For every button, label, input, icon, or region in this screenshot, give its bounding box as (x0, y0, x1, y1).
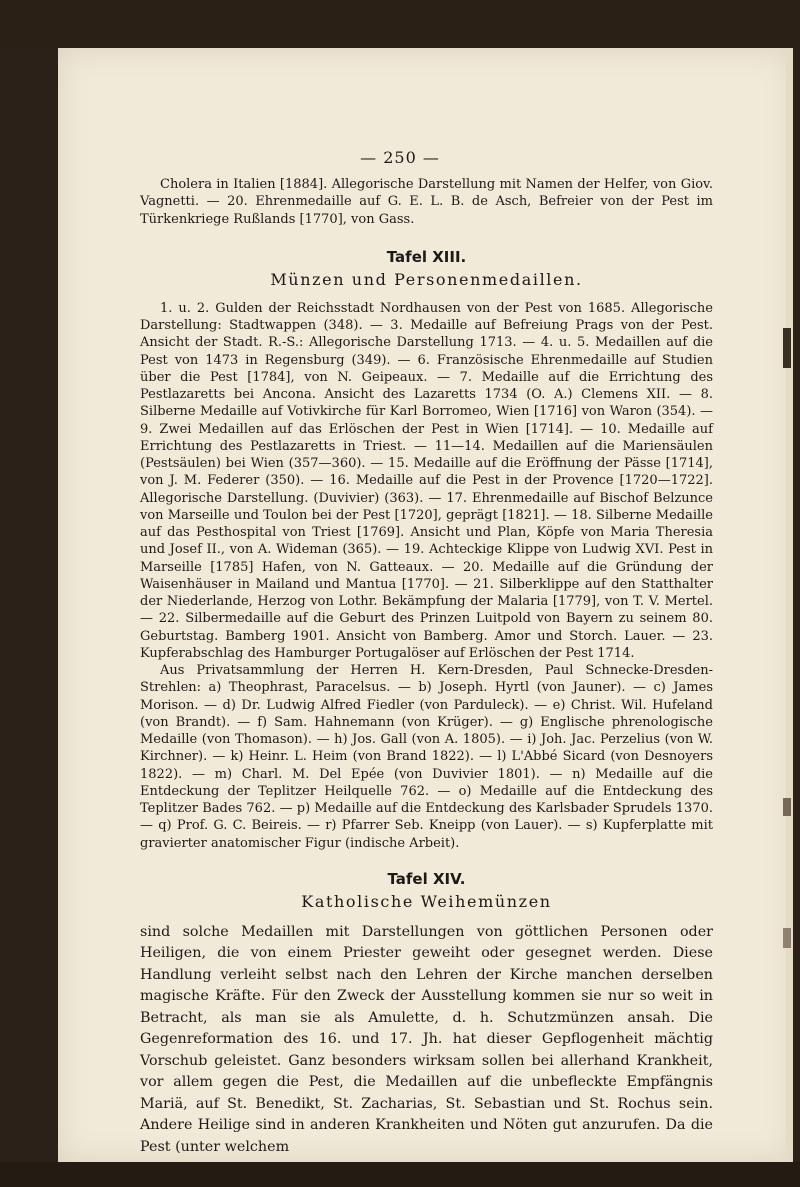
margin-mark (783, 928, 791, 948)
plate-title: Tafel XIII. (386, 247, 467, 266)
plate-title: Tafel XIV. (387, 869, 466, 888)
section-heading: Katholische Weihemünzen (301, 891, 552, 911)
scan-border-top (0, 0, 800, 48)
scan-border-bottom (0, 1162, 800, 1187)
page-edge (786, 48, 793, 1162)
body-paragraph: Aus Privatsammlung der Herren H. Kern-Dresden, Paul Schnecke-Dresden-Strehlen: a) Theophrast, Paracelsus. — b) Joseph. Hyrtl (von Jauner). — c) James Morison. — d) Dr. Ludwig Alfred Fiedler (von Parduleck). — e) Christ. Wil. Hufeland (von Brandt). — f) Sam. Hahnemann (von Krüger). — g) Englische phrenologische Medaille (von Thomason). — h) Jos. Gall (von A. 1805). — i) Joh. Jac. Perzelius (von W. Kirchner). — k) Heinr. L. Heim (von Brand 1822). — l) L'Abbé Sicard (von Desnoyers 1822). — m) Charl. M. Del Epée (von Duvivier 1801). — n) Medaille auf die Entdeckung der Teplitzer Heilquelle 762. — o) Medaille auf die Entdeckung des Teplitzer Bades 762. — p) Medaille auf die Entdeckung des Karlsbader Sprudels 1370. — q) Prof. G. C. Beireis. — r) Pfarrer Seb. Kneipp (von Lauer). — s) Kupferplatte mit gravierter anatomischer Figur (indische Arbeit). (140, 663, 713, 851)
page-content (140, 176, 713, 1158)
margin-mark (783, 328, 791, 368)
margin-mark (783, 798, 791, 816)
intro-paragraph: Cholera in Italien [1884]. Allegorische Darstellung mit Namen der Helfer, von Giov. Vagnetti. — 20. Ehrenmedaille auf G. E. L. B. de Asch, Befreier von der Pest im Türkenkriege Rußlands [1770], von Gass. (140, 177, 713, 227)
body-paragraph: 1. u. 2. Gulden der Reichsstadt Nordhausen von der Pest von 1685. Allegorische Darstellung: Stadtwappen (348). — 3. Medaille auf Befreiung Prags von der Pest. Ansicht der Stadt. R.-S.: Allegorische Darstellung 1713. — 4. u. 5. Medaillen auf die Pest von 1473 in Regensburg (349). — 6. Französische Ehrenmedaille auf Studien über die Pest [1784], von N. Geipeaux. — 7. Medaille auf die Errichtung des Pestlazaretts bei Ancona. Ansicht des Lazaretts 1734 (O. A.) Clemens XII. — 8. Silberne Medaille auf Votivkirche für Karl Borromeo, Wien [1716] von Waron (354). — 9. Zwei Medaillen auf das Erlöschen der Pest in Wien [1714]. — 10. Medaille auf Errichtung des Pestlazaretts in Triest. — 11—14. Medaillen auf die Mariensäulen (Pestsäulen) bei Wien (357—360). — 15. Medaille auf die Eröffnung der Pässe [1714], von J. M. Federer (350). — 16. Medaille auf die Pest in der Provence [1720—1722]. Allegorische Darstellung. (Duvivier) (363). — 17. Ehrenmedaille auf Bischof Belzunce von Marseille und Toulon bei der Pest [1720], geprägt [1821]. — 18. Silberne Medaille auf das Pesthospital von Triest [1769]. Ansicht und Plan, Köpfe von Maria Theresia und Josef II., von A. Wideman (365). — 19. Achteckige Klippe von Ludwig XVI. Pest in Marseille [1785] Hafen, von N. Gatteaux. — 20. Medaille auf die Gründung der Waisenhäuser in Mailand und Mantua [1770]. — 21. Silberklippe auf den Statthalter der Niederlande, Herzog von Lothr. Bekämpfung der Malaria [1779], von T. V. Mertel. — 22. Silbermedaille auf die Geburt des Prinzen Luitpold von Bayern zu seinem 80. Geburtstag. Bamberg 1901. Ansicht von Bamberg. Amor und Storch. Lauer. — 23. Kupferabschlag des Hamburger Portugalöser auf Erlöschen der Pest 1714. (140, 300, 713, 661)
page-number: — 250 — (360, 148, 440, 167)
section-heading: Münzen und Personenmedaillen. (270, 269, 583, 289)
body-paragraph: sind solche Medaillen mit Darstellungen von göttlichen Personen oder Heiligen, die von einem Priester geweiht oder gesegnet werden. Diese Handlung verleiht selbst nach den Lehren der Kirche manchen derselben magische Kräfte. Für den Zweck der Ausstellung kommen sie nur so weit in Betracht, als man sie als Amulette, d. h. Schutzmünzen ansah. Die Gegenreformation des 16. und 17. Jh. hat dieser Gepflogenheit mächtig Vorschub geleistet. Ganz besonders wirksam sollen bei allerhand Krankheit, vor allem gegen die Pest, die Medaillen auf die unbefleckte Empfängnis Mariä, auf St. Benedikt, St. Zacharias, St. Sebastian und St. Rochus sein. Andere Heilige sind in anderen Krankheiten und Nöten gut anzurufen. Da die Pest (unter welchem (140, 923, 713, 1155)
